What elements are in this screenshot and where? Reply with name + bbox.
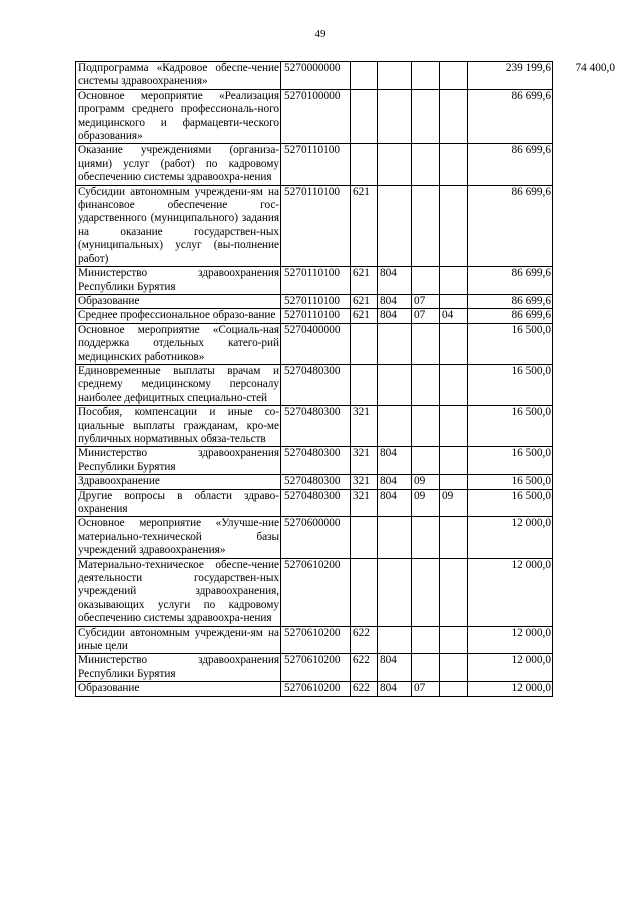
subsection-cell	[440, 267, 468, 295]
ministry-code-cell	[378, 62, 412, 90]
page-number: 49	[314, 28, 326, 40]
ministry-code-cell: 804	[378, 489, 412, 517]
table-row	[76, 517, 616, 558]
ministry-code-cell: 804	[378, 294, 412, 308]
subsection-cell	[440, 475, 468, 489]
target-article-cell: 5270480300	[281, 489, 351, 517]
table-row	[76, 309, 616, 323]
section-cell	[412, 406, 440, 447]
name-cell: Материально-техническое обеспе-чение деятельности государствен-ных учреждений здравоохранения, оказывающих услуги по кадровому обеспечению системы здравоохра-нения	[76, 558, 281, 626]
name-cell: Здравоохранение	[76, 475, 281, 489]
table-row	[76, 406, 616, 447]
target-article-cell: 5270480300	[281, 447, 351, 475]
target-article-cell: 5270610200	[281, 626, 351, 654]
amount-second-cell	[553, 323, 616, 364]
amount-second-cell	[553, 185, 616, 266]
amount-second-cell: 74 400,0	[575, 61, 615, 74]
name-cell: Субсидии автономным учреждени-ям на иные цели	[76, 626, 281, 654]
expense-type-cell: 321	[351, 406, 378, 447]
name-cell: Основное мероприятие «Социаль-ная поддержка отдельных катего-рий медицинских работников»	[76, 323, 281, 364]
subsection-cell	[440, 294, 468, 308]
amount-second-cell	[553, 447, 616, 475]
amount-second-cell	[553, 89, 616, 144]
amount-second-cell	[553, 144, 616, 185]
target-article-cell: 5270110100	[281, 309, 351, 323]
target-article-cell: 5270110100	[281, 185, 351, 266]
section-cell: 07	[412, 309, 440, 323]
table-row	[76, 364, 616, 405]
target-article-cell: 5270600000	[281, 517, 351, 558]
ministry-code-cell: 804	[378, 447, 412, 475]
ministry-code-cell: 804	[378, 267, 412, 295]
amount-second-cell	[553, 517, 616, 558]
section-cell	[412, 517, 440, 558]
table-row	[76, 682, 616, 696]
amount-second-cell	[553, 626, 616, 654]
expense-type-cell	[351, 558, 378, 626]
table-row	[76, 489, 616, 517]
subsection-cell	[440, 144, 468, 185]
subsection-cell	[440, 323, 468, 364]
subsection-cell	[440, 682, 468, 696]
section-cell	[412, 185, 440, 266]
subsection-cell	[440, 626, 468, 654]
amount-cell: 16 500,0	[468, 447, 553, 475]
table-row	[76, 185, 616, 266]
ministry-code-cell	[378, 185, 412, 266]
target-article-cell: 5270110100	[281, 144, 351, 185]
table-row	[76, 267, 616, 295]
subsection-cell: 09	[440, 489, 468, 517]
amount-cell: 12 000,0	[468, 558, 553, 626]
section-cell	[412, 626, 440, 654]
amount-second-cell	[553, 682, 616, 696]
amount-cell: 86 699,6	[468, 294, 553, 308]
ministry-code-cell	[378, 323, 412, 364]
target-article-cell: 5270480300	[281, 364, 351, 405]
name-cell: Субсидии автономным учреждени-ям на финансовое обеспечение гос-ударственного (муниципального) задания на оказание государствен-ных (муниципальных) услуг (вы-полнение работ)	[76, 185, 281, 266]
name-cell: Среднее профессиональное образо-вание	[76, 309, 281, 323]
name-cell: Министерство здравоохранения Республики Бурятия	[76, 267, 281, 295]
expense-type-cell: 622	[351, 654, 378, 682]
amount-cell: 16 500,0	[468, 364, 553, 405]
ministry-code-cell	[378, 406, 412, 447]
name-cell: Основное мероприятие «Реализация программ среднего профессиональ-ного медицинского и фармацевти-ческого образования»	[76, 89, 281, 144]
amount-cell: 86 699,6	[468, 267, 553, 295]
subsection-cell	[440, 185, 468, 266]
table-row	[76, 294, 616, 308]
subsection-cell	[440, 62, 468, 90]
section-cell	[412, 89, 440, 144]
name-cell: Подпрограмма «Кадровое обеспе-чение системы здравоохранения»	[76, 62, 281, 90]
ministry-code-cell	[378, 364, 412, 405]
expense-type-cell	[351, 364, 378, 405]
table-row	[76, 626, 616, 654]
section-cell: 09	[412, 489, 440, 517]
subsection-cell	[440, 364, 468, 405]
target-article-cell: 5270610200	[281, 558, 351, 626]
amount-second-cell	[553, 364, 616, 405]
name-cell: Образование	[76, 294, 281, 308]
subsection-cell	[440, 89, 468, 144]
subsection-cell	[440, 654, 468, 682]
name-cell: Основное мероприятие «Улучше-ние материально-технической базы учреждений здравоохранения»	[76, 517, 281, 558]
amount-cell: 16 500,0	[468, 406, 553, 447]
ministry-code-cell: 804	[378, 654, 412, 682]
amount-cell: 86 699,6	[468, 144, 553, 185]
amount-second-cell	[553, 489, 616, 517]
target-article-cell: 5270110100	[281, 267, 351, 295]
expense-type-cell: 621	[351, 267, 378, 295]
amount-cell: 12 000,0	[468, 654, 553, 682]
table-row	[76, 654, 616, 682]
ministry-code-cell	[378, 558, 412, 626]
target-article-cell: 5270610200	[281, 654, 351, 682]
ministry-code-cell: 804	[378, 682, 412, 696]
table-row	[76, 447, 616, 475]
section-cell	[412, 267, 440, 295]
name-cell: Оказание учреждениями (организа-циями) услуг (работ) по кадровому обеспечению системы здравоохра-нения	[76, 144, 281, 185]
amount-second-cell	[553, 654, 616, 682]
section-cell: 09	[412, 475, 440, 489]
name-cell: Единовременные выплаты врачам и среднему медицинскому персоналу наиболее дефицитных специально-стей	[76, 364, 281, 405]
expense-type-cell: 321	[351, 489, 378, 517]
table-row	[76, 323, 616, 364]
table-row	[76, 62, 616, 90]
section-cell	[412, 654, 440, 682]
section-cell	[412, 62, 440, 90]
name-cell: Другие вопросы в области здраво-охранения	[76, 489, 281, 517]
name-cell: Пособия, компенсации и иные со-циальные выплаты гражданам, кро-ме публичных нормативных обяза-тельств	[76, 406, 281, 447]
name-cell: Министерство здравоохранения Республики Бурятия	[76, 447, 281, 475]
ministry-code-cell	[378, 144, 412, 185]
expense-type-cell	[351, 517, 378, 558]
amount-second-cell	[553, 267, 616, 295]
amount-cell: 12 000,0	[468, 517, 553, 558]
ministry-code-cell	[378, 89, 412, 144]
amount-cell: 16 500,0	[468, 323, 553, 364]
table-row	[76, 89, 616, 144]
section-cell	[412, 364, 440, 405]
target-article-cell: 5270400000	[281, 323, 351, 364]
section-cell: 07	[412, 294, 440, 308]
target-article-cell: 5270100000	[281, 89, 351, 144]
amount-cell: 16 500,0	[468, 489, 553, 517]
subsection-cell	[440, 406, 468, 447]
amount-cell: 12 000,0	[468, 682, 553, 696]
subsection-cell	[440, 447, 468, 475]
expense-type-cell: 622	[351, 626, 378, 654]
expense-type-cell	[351, 323, 378, 364]
target-article-cell: 5270480300	[281, 406, 351, 447]
amount-second-cell	[553, 558, 616, 626]
expense-type-cell: 321	[351, 475, 378, 489]
expense-type-cell: 621	[351, 309, 378, 323]
expense-type-cell: 621	[351, 185, 378, 266]
target-article-cell: 5270000000	[281, 62, 351, 90]
amount-cell: 12 000,0	[468, 626, 553, 654]
subsection-cell: 04	[440, 309, 468, 323]
subsection-cell	[440, 517, 468, 558]
amount-second-cell	[553, 294, 616, 308]
budget-table	[75, 61, 616, 697]
section-cell	[412, 558, 440, 626]
table-row	[76, 475, 616, 489]
target-article-cell: 5270480300	[281, 475, 351, 489]
subsection-cell	[440, 558, 468, 626]
ministry-code-cell: 804	[378, 475, 412, 489]
amount-cell: 86 699,6	[468, 185, 553, 266]
expense-type-cell	[351, 89, 378, 144]
section-cell	[412, 447, 440, 475]
ministry-code-cell: 804	[378, 309, 412, 323]
amount-cell: 86 699,6	[468, 89, 553, 144]
amount-second-cell	[553, 475, 616, 489]
section-cell	[412, 323, 440, 364]
expense-type-cell: 621	[351, 294, 378, 308]
name-cell: Министерство здравоохранения Республики Бурятия	[76, 654, 281, 682]
ministry-code-cell	[378, 517, 412, 558]
name-cell: Образование	[76, 682, 281, 696]
amount-cell: 239 199,6	[468, 62, 553, 90]
expense-type-cell: 321	[351, 447, 378, 475]
amount-cell: 86 699,6	[468, 309, 553, 323]
amount-second-cell	[553, 406, 616, 447]
expense-type-cell	[351, 62, 378, 90]
target-article-cell: 5270110100	[281, 294, 351, 308]
section-cell: 07	[412, 682, 440, 696]
section-cell	[412, 144, 440, 185]
ministry-code-cell	[378, 626, 412, 654]
table-row	[76, 558, 616, 626]
expense-type-cell: 622	[351, 682, 378, 696]
table-row	[76, 144, 616, 185]
expense-type-cell	[351, 144, 378, 185]
amount-second-cell	[553, 309, 616, 323]
target-article-cell: 5270610200	[281, 682, 351, 696]
amount-cell: 16 500,0	[468, 475, 553, 489]
